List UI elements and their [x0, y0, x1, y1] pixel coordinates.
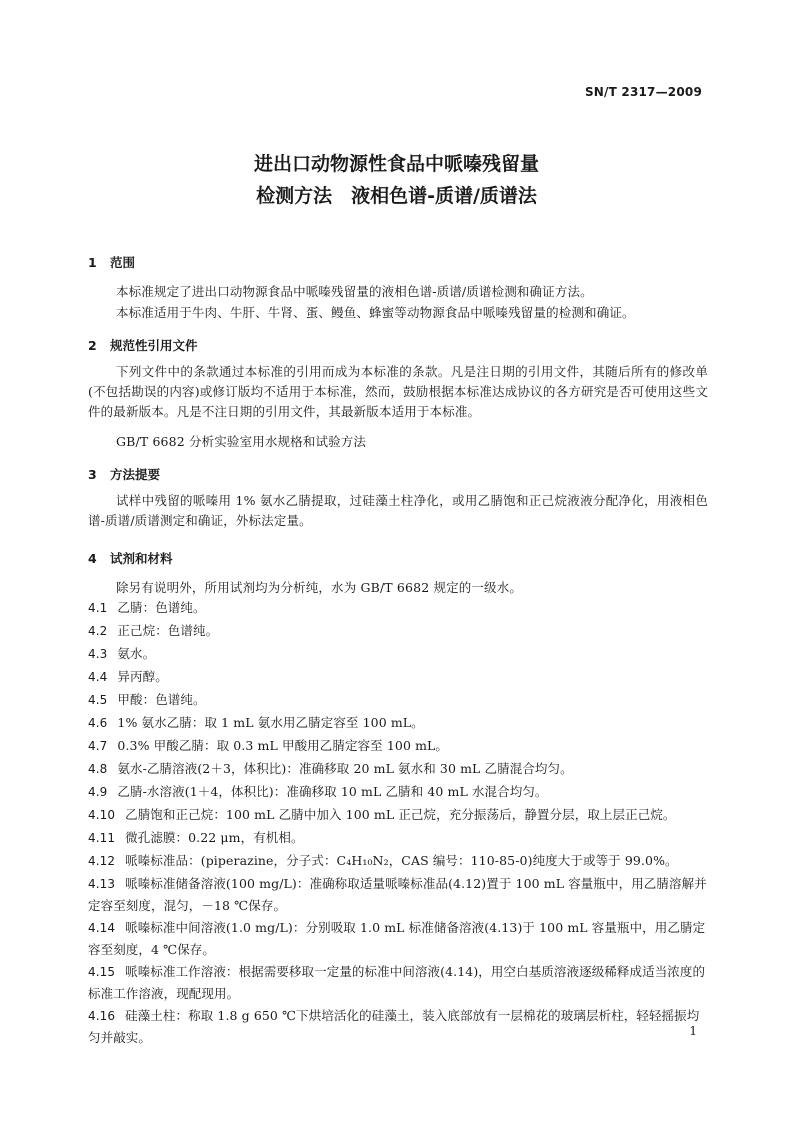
- paragraph: 试样中残留的哌嗪用 1% 氨水乙腈提取，过硅藻土柱净化，或用乙腈饱和正己烷液液分配净化，用液相色谱-质谱/质谱测定和确证，外标法定量。: [88, 493, 708, 528]
- list-item: [88, 961, 708, 1004]
- section-heading-normative-references: [88, 336, 198, 354]
- item-number: 4.5: [88, 693, 108, 707]
- section-title: 范围: [110, 255, 136, 270]
- item-number: 4.8: [88, 762, 108, 776]
- list-item: [88, 735, 708, 757]
- item-number: 4.14: [88, 921, 116, 935]
- item-number: 4.15: [88, 965, 116, 979]
- document-title-line1: 进出口动物源性食品中哌嗪残留量: [253, 153, 539, 175]
- item-number: 4.13: [88, 877, 116, 891]
- item-text: 哌嗪标准中间溶液(1.0 mg/L)：分别吸取 1.0 mL 标准储备溶液(4.13)于 100 mL 容量瓶中，用乙腈定容至刻度，4 ℃保存。: [88, 920, 706, 957]
- list-item: [88, 781, 708, 803]
- item-number: 4.16: [88, 1009, 116, 1023]
- section-heading-method-summary: [88, 465, 160, 483]
- section-title: 规范性引用文件: [110, 338, 198, 353]
- paragraph: 本标准规定了进出口动物源食品中哌嗪残留量的液相色谱-质谱/质谱检测和确证方法。: [116, 284, 593, 299]
- item-text: 氨水-乙腈溶液(2＋3，体积比)：准确移取 20 mL 氨水和 30 mL 乙腈混合均匀。: [117, 761, 573, 776]
- paragraph: 下列文件中的条款通过本标准的引用而成为本标准的条款。凡是注日期的引用文件，其随后所有的修改单(不包括勘误的内容)或修订版均不适用于本标准，然而，鼓励根据本标准达成协议的各方研究是否可使用这些文件的最新版本。凡是不注日期的引用文件，其最新版本适用于本标准。: [88, 364, 708, 419]
- item-number: 4.7: [88, 739, 108, 753]
- section-heading-reagents: [88, 549, 173, 567]
- item-text: 正己烷：色谱纯。: [117, 623, 219, 638]
- section-number: 4: [88, 551, 97, 566]
- list-item: [88, 850, 708, 872]
- list-item: [88, 597, 708, 619]
- list-item: [88, 1005, 708, 1048]
- paragraph: 本标准适用于牛肉、牛肝、牛肾、蛋、鳗鱼、蜂蜜等动物源食品中哌嗪残留量的检测和确证。: [116, 305, 635, 320]
- item-text: 甲酸：色谱纯。: [117, 692, 206, 707]
- item-text: 硅藻土柱：称取 1.8 g 650 ℃下烘培活化的硅藻土，装入底部放有一层棉花的玻璃层析柱，轻轻摇振均匀并敲实。: [88, 1008, 700, 1045]
- list-item: [88, 873, 708, 916]
- item-text: 氨水。: [117, 646, 156, 661]
- section-title: 试剂和材料: [110, 551, 173, 566]
- list-item: [88, 643, 708, 665]
- section-number: 1: [88, 255, 97, 270]
- document-title-line2: 检测方法 液相色谱-质谱/质谱法: [256, 185, 537, 207]
- standard-code: SN/T 2317—2009: [584, 85, 702, 99]
- list-item: [88, 917, 708, 960]
- section-title: 方法提要: [110, 467, 161, 482]
- item-text: 哌嗪标准工作溶液：根据需要移取一定量的标准中间溶液(4.14)，用空白基质溶液逐级稀释成适当浓度的标准工作溶液，现配现用。: [88, 964, 706, 1001]
- item-number: 4.9: [88, 785, 108, 799]
- list-item: [88, 712, 708, 734]
- item-text: 哌嗪标准品：(piperazine，分子式：C₄H₁₀N₂，CAS 编号：110-85-0)纯度大于或等于 99.0%。: [125, 853, 678, 868]
- list-item: [88, 666, 708, 688]
- item-number: 4.11: [88, 831, 116, 845]
- list-item: [88, 827, 708, 849]
- section-number: 3: [88, 467, 97, 482]
- section-heading-scope: [88, 253, 135, 271]
- item-text: 乙腈-水溶液(1＋4，体积比)：准确移取 10 mL 乙腈和 40 mL 水混合均匀。: [117, 784, 548, 799]
- item-text: 乙腈：色谱纯。: [117, 600, 206, 615]
- section-number: 2: [88, 338, 97, 353]
- item-text: 哌嗪标准储备溶液(100 mg/L)：准确称取适量哌嗪标准品(4.12)置于 100 mL 容量瓶中，用乙腈溶解并定容至刻度，混匀，－18 ℃保存。: [88, 876, 707, 913]
- item-number: 4.2: [88, 624, 108, 638]
- list-item: [88, 758, 708, 780]
- item-number: 4.3: [88, 647, 108, 661]
- item-text: 1% 氨水乙腈：取 1 mL 氨水用乙腈定容至 100 mL。: [117, 715, 424, 730]
- item-text: 异丙醇。: [117, 669, 168, 684]
- item-text: 微孔滤膜：0.22 μm，有机相。: [125, 830, 304, 845]
- list-item: [88, 689, 708, 711]
- item-number: 4.6: [88, 716, 108, 730]
- list-item: [88, 620, 708, 642]
- list-item: [88, 804, 708, 826]
- item-text: 0.3% 甲酸乙腈：取 0.3 mL 甲酸用乙腈定容至 100 mL。: [117, 738, 449, 753]
- item-number: 4.12: [88, 854, 116, 868]
- item-number: 4.10: [88, 808, 116, 822]
- reference-item: GB/T 6682 分析实验室用水规格和试验方法: [116, 434, 367, 449]
- item-number: 4.1: [88, 601, 108, 615]
- paragraph: 除另有说明外，所用试剂均为分析纯，水为 GB/T 6682 规定的一级水。: [116, 580, 523, 595]
- page-number: 1: [689, 1024, 697, 1038]
- item-text: 乙腈饱和正己烷：100 mL 乙腈中加入 100 mL 正己烷，充分振荡后，静置分层，取上层正己烷。: [125, 807, 676, 822]
- item-number: 4.4: [88, 670, 108, 684]
